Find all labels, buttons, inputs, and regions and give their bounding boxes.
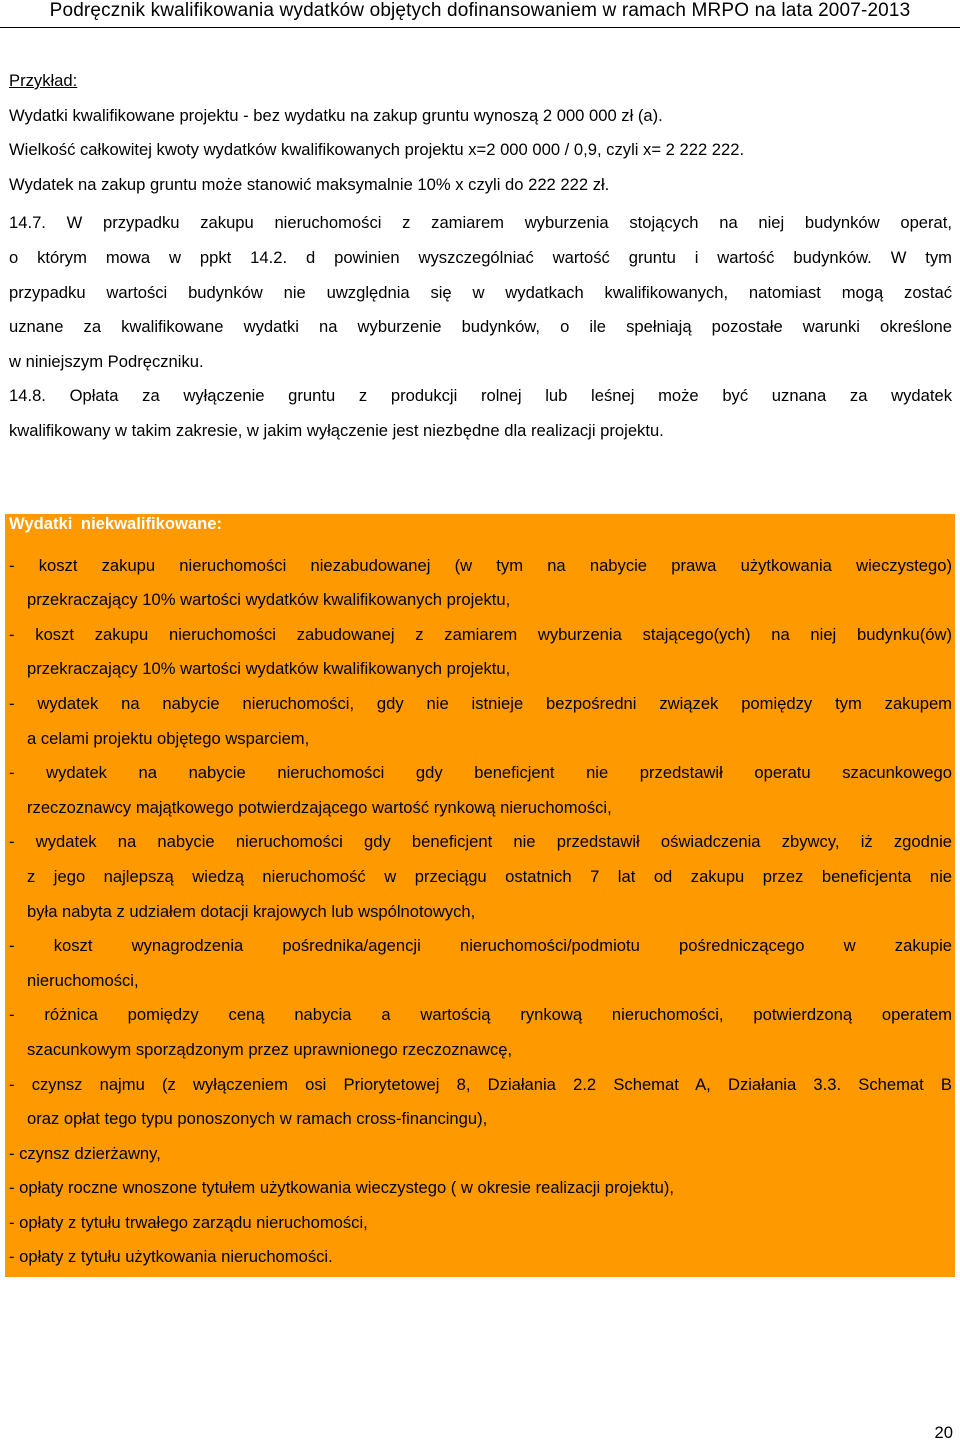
ineligible-expenses-box xyxy=(5,514,955,1277)
page-body xyxy=(9,64,952,449)
ineligible-item-line: - koszt wynagrodzenia pośrednika/agencji nieruchomości/podmiotu pośredniczącego w zakupie xyxy=(9,936,952,956)
ineligible-item-continuation: oraz opłat tego typu ponoszonych w ramach cross-financingu), xyxy=(27,1109,488,1129)
ineligible-item xyxy=(9,1068,952,1137)
example-line: Wielkość całkowitej kwoty wydatków kwalifikowanych projektu x=2 000 000 / 0,9, czyli x= 2 222 222. xyxy=(9,140,745,160)
ineligible-item-continuation: przekraczający 10% wartości wydatków kwalifikowanych projektu, xyxy=(27,659,511,679)
header-title: Podręcznik kwalifikowania wydatków objętych dofinansowaniem w ramach MRPO na lata 2007-2013 xyxy=(49,0,911,21)
ineligible-list xyxy=(9,549,952,1275)
paragraph-line: w niniejszym Podręczniku. xyxy=(9,351,204,371)
ineligible-item-line: - wydatek na nabycie nieruchomości gdy beneficjent nie przedstawił oświadczenia zbywcy, iż zgodnie xyxy=(9,832,952,852)
paragraph-line: przypadku wartości budynków nie uwzględnia się w wydatkach kwalifikowanych, natomiast mogą zostać xyxy=(9,282,952,302)
ineligible-item-continuation: z jego najlepszą wiedzą nieruchomość w przeciągu ostatnich 7 lat od zakupu przez beneficjenta nie xyxy=(27,866,952,886)
ineligible-item-continuation: nieruchomości, xyxy=(27,970,139,990)
ineligible-item-line: - wydatek na nabycie nieruchomości, gdy nie istnieje bezpośredni związek pomiędzy tym zakupem xyxy=(9,693,952,713)
ineligible-item xyxy=(9,998,952,1067)
ineligible-item xyxy=(9,825,952,929)
ineligible-item xyxy=(9,1137,952,1172)
ineligible-item-line: - wydatek na nabycie nieruchomości gdy beneficjent nie przedstawił operatu szacunkowego xyxy=(9,763,952,783)
paragraph-line: o którym mowa w ppkt 14.2. d powinien wyszczególniać wartość gruntu i wartość budynków. W tym xyxy=(9,247,952,267)
paragraph-line: kwalifikowany w takim zakresie, w jakim wyłączenie jest niezbędne dla realizacji projektu. xyxy=(9,420,664,440)
ineligible-title: Wydatki niekwalifikowane: xyxy=(9,514,223,533)
ineligible-item xyxy=(9,929,952,998)
example-line: Wydatki kwalifikowane projektu - bez wydatku na zakup gruntu wynoszą 2 000 000 zł (a). xyxy=(9,105,663,125)
page-number: 20 xyxy=(934,1423,953,1442)
paragraph-line: 14.7. W przypadku zakupu nieruchomości z zamiarem wyburzenia stojących na niej budynków operat, xyxy=(9,213,952,233)
paragraph-14-7 xyxy=(9,206,952,379)
ineligible-item-line: - czynsz dzierżawny, xyxy=(9,1143,161,1163)
ineligible-item-line: - koszt zakupu nieruchomości niezabudowanej (w tym na nabycie prawa użytkowania wieczystego) xyxy=(9,555,952,575)
paragraph-14-8 xyxy=(9,379,952,448)
ineligible-item xyxy=(9,1171,952,1206)
ineligible-item-line: - koszt zakupu nieruchomości zabudowanej z zamiarem wyburzenia stającego(ych) na niej budynku(ów) xyxy=(9,624,952,644)
ineligible-item-continuation: rzeczoznawcy majątkowego potwierdzającego wartość rynkową nieruchomości, xyxy=(27,797,612,817)
header-divider xyxy=(0,27,960,28)
ineligible-item-continuation: szacunkowym sporządzonym przez uprawnionego rzeczoznawcę, xyxy=(27,1039,513,1059)
ineligible-item-continuation: a celami projektu objętego wsparciem, xyxy=(27,728,310,748)
ineligible-item xyxy=(9,1240,952,1275)
ineligible-item xyxy=(9,756,952,825)
ineligible-item-continuation: była nabyta z udziałem dotacji krajowych lub wspólnotowych, xyxy=(27,901,476,921)
ineligible-item-line: - różnica pomiędzy ceną nabycia a wartością rynkową nieruchomości, potwierdzoną operatem xyxy=(9,1005,952,1025)
ineligible-item-line: - czynsz najmu (z wyłączeniem osi Priorytetowej 8, Działania 2.2 Schemat A, Działania 3.3. Schemat B xyxy=(9,1074,952,1094)
ineligible-item-continuation: przekraczający 10% wartości wydatków kwalifikowanych projektu, xyxy=(27,590,511,610)
ineligible-item xyxy=(9,618,952,687)
ineligible-item-line: - opłaty z tytułu trwałego zarządu nieruchomości, xyxy=(9,1212,368,1232)
example-line: Wydatek na zakup gruntu może stanowić maksymalnie 10% x czyli do 222 222 zł. xyxy=(9,174,610,194)
ineligible-item-line: - opłaty roczne wnoszone tytułem użytkowania wieczystego ( w okresie realizacji projektu), xyxy=(9,1178,674,1198)
ineligible-item xyxy=(9,549,952,618)
page-header xyxy=(0,0,960,26)
paragraph-line: 14.8. Opłata za wyłączenie gruntu z produkcji rolnej lub leśnej może być uznana za wydatek xyxy=(9,386,952,406)
ineligible-item xyxy=(9,687,952,756)
ineligible-item xyxy=(9,1206,952,1241)
example-title: Przykład: xyxy=(9,71,78,90)
ineligible-item-line: - opłaty z tytułu użytkowania nieruchomości. xyxy=(9,1247,333,1267)
paragraph-line: uznane za kwalifikowane wydatki na wyburzenie budynków, o ile spełniają pozostałe warunki określone xyxy=(9,317,952,337)
